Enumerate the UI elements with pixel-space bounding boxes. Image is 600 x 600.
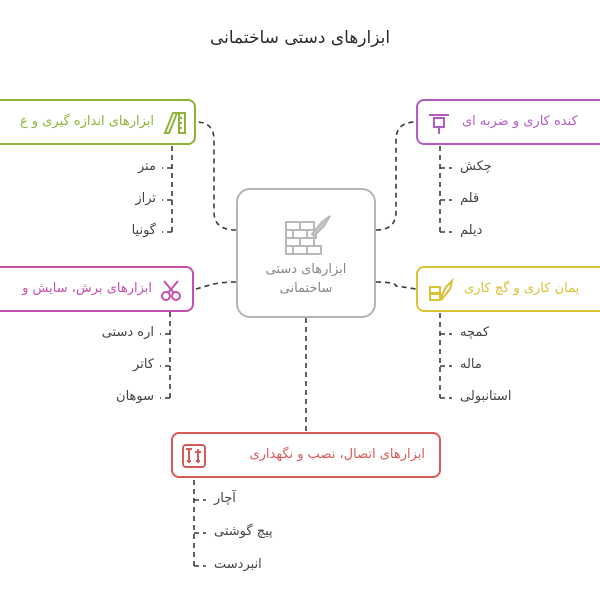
central-topic-node[interactable]: [236, 188, 376, 318]
branch-cutting-label: ابزارهای برش، سایش و: [22, 281, 152, 296]
leaf-square: گونیا: [131, 223, 156, 238]
leaf-pliers: انبردست: [214, 557, 262, 572]
scissors-icon: [158, 277, 184, 303]
leaf-wrench: آچار: [214, 491, 236, 506]
brick-wall-trowel-icon: [284, 212, 332, 256]
leaf-hawk: استانبولی: [460, 389, 512, 404]
jackhammer-icon: [426, 110, 452, 136]
bricks-trowel-icon: [428, 277, 454, 303]
diagram-title: ابزارهای دستی ساختمانی: [209, 28, 391, 48]
leaf-chisel: قلم: [460, 191, 480, 206]
leaf-hammer: چکش: [460, 159, 492, 174]
leaf-trowel: کمچه: [460, 325, 490, 340]
branch-cement-plaster-tools[interactable]: [416, 266, 600, 312]
branch-plaster-label: یمان کاری و گچ کاری: [464, 281, 580, 296]
leaf-screwdriver: پیچ گوشتی: [214, 524, 273, 539]
leaf-crowbar: دیلم: [460, 223, 483, 238]
central-topic-label: ابزارهای دستی ساختمانی: [265, 262, 347, 296]
leaf-float: ماله: [460, 357, 482, 372]
branch-digging-label: کنده کاری و ضربه ای: [462, 114, 578, 129]
branch-measuring-label: ابزارهای اندازه گیری و ع: [19, 114, 154, 129]
branch-measuring-tools[interactable]: [0, 99, 196, 145]
ruler-square-icon: [162, 110, 188, 136]
branch-fastening-tools[interactable]: [171, 432, 441, 478]
leaf-tape-measure: متر: [137, 159, 156, 174]
branch-cutting-tools[interactable]: [0, 266, 194, 312]
branch-digging-impact-tools[interactable]: [416, 99, 600, 145]
wrench-screwdriver-icon: [181, 443, 207, 469]
branch-fastening-label: ابزارهای اتصال، نصب و نگهداری: [249, 447, 425, 462]
leaf-cutter: کاتر: [133, 357, 154, 372]
leaf-file: سوهان: [116, 389, 154, 404]
leaf-hand-saw: اره دستی: [101, 325, 154, 340]
leaf-level: تراز: [135, 191, 156, 206]
